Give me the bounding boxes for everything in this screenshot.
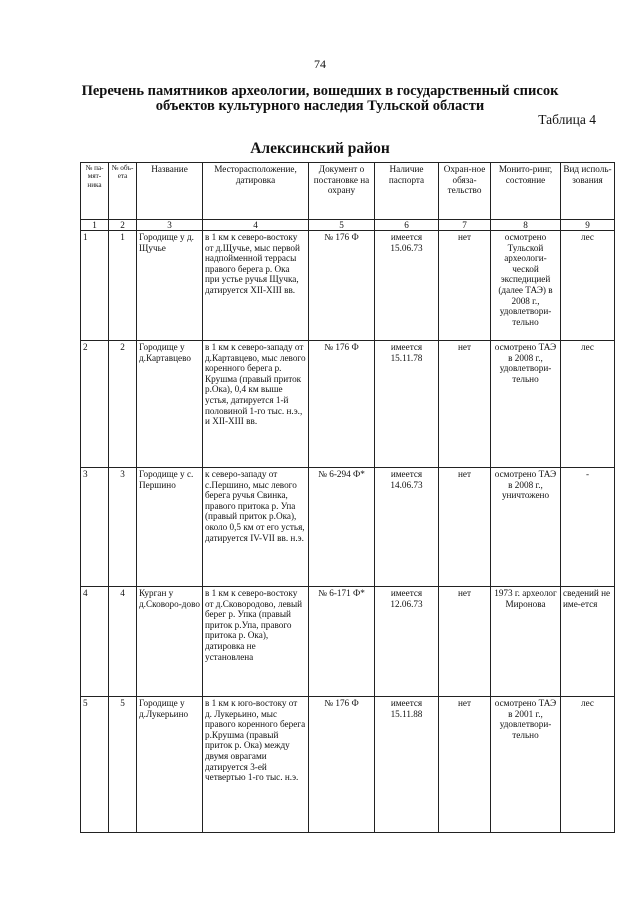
district-heading: Алексинский район bbox=[250, 140, 390, 157]
column-number: 1 bbox=[81, 220, 109, 231]
protection-document: № 6-171 Ф* bbox=[309, 587, 375, 697]
passport-status: имеется 15.11.88 bbox=[375, 697, 439, 833]
monument-name: Городище у д.Картавцево bbox=[137, 341, 203, 468]
column-number: 2 bbox=[109, 220, 137, 231]
monument-number: 3 bbox=[81, 468, 109, 587]
passport-status: имеется 12.06.73 bbox=[375, 587, 439, 697]
object-number: 2 bbox=[109, 341, 137, 468]
monument-name: Городище у с. Першино bbox=[137, 468, 203, 587]
protection-obligation: нет bbox=[439, 341, 491, 468]
protection-document: № 6-294 Ф* bbox=[309, 468, 375, 587]
title-line-2: объектов культурного наследия Тульской области bbox=[155, 98, 485, 114]
protection-document: № 176 Ф bbox=[309, 697, 375, 833]
table-row bbox=[81, 231, 615, 341]
header-object-no: № объ-ета bbox=[109, 163, 137, 220]
header-name: Название bbox=[137, 163, 203, 220]
column-number: 8 bbox=[491, 220, 561, 231]
protection-document: № 176 Ф bbox=[309, 341, 375, 468]
monument-location: к северо-западу от с.Першино, мыс левого берега ручья Свинка, правого притока р. Упа (правый приток р.Ока), около 0,5 км от его устья, датируется IV-VII вв. н.э. bbox=[203, 468, 309, 587]
table-row bbox=[81, 341, 615, 468]
document-title bbox=[40, 84, 600, 114]
object-number: 5 bbox=[109, 697, 137, 833]
monument-location: в 1 км к северо-западу от д.Картавцево, мыс левого коренного берега р. Крушма (правый приток р.Ока), 0,4 км выше устья, датируется 1-й половиной 1-го тыс. н.э., и XII-XIII вв. bbox=[203, 341, 309, 468]
passport-status: имеется 15.11.78 bbox=[375, 341, 439, 468]
column-number: 5 bbox=[309, 220, 375, 231]
column-number: 6 bbox=[375, 220, 439, 231]
monument-number: 4 bbox=[81, 587, 109, 697]
monitoring-status: осмотрено Тульской археологи-ческой экспедицией (далее ТАЭ) в 2008 г., удовлетвори-тельно bbox=[491, 231, 561, 341]
monument-location: в 1 км к северо-востоку от д.Сковородово, левый берег р. Упка (правый приток р.Упа, правого притока р. Ока), датировка не установлена bbox=[203, 587, 309, 697]
monument-name: Городище у д. Щучье bbox=[137, 231, 203, 341]
table-header-row bbox=[81, 163, 615, 220]
monitoring-status: 1973 г. археолог Миронова bbox=[491, 587, 561, 697]
monument-location: в 1 км к юго-востоку от д. Лукерьино, мыс правого коренного берега р.Крушма (правый приток р. Ока) между двумя оврагами датируется 3-ей четвертью 1-го тыс. н.э. bbox=[203, 697, 309, 833]
monitoring-status: осмотрено ТАЭ в 2001 г., удовлетвори-тельно bbox=[491, 697, 561, 833]
monument-number: 5 bbox=[81, 697, 109, 833]
column-number: 7 bbox=[439, 220, 491, 231]
usage-type: лес bbox=[561, 231, 615, 341]
monitoring-status: осмотрено ТАЭ в 2008 г., уничтожено bbox=[491, 468, 561, 587]
header-monument-no: № па-мят-ника bbox=[81, 163, 109, 220]
protection-obligation: нет bbox=[439, 468, 491, 587]
header-usage: Вид исполь-зования bbox=[561, 163, 615, 220]
usage-type: лес bbox=[561, 697, 615, 833]
column-number: 4 bbox=[203, 220, 309, 231]
monument-location: в 1 км к северо-востоку от д.Щучье, мыс первой надпойменной террасы правого берега р. Ока при устье ручья Щучка, датируется XII-XIII вв. bbox=[203, 231, 309, 341]
title-line-1: Перечень памятников археологии, вошедших в государственный список bbox=[81, 83, 559, 99]
table-label: Таблица 4 bbox=[538, 112, 596, 127]
header-document: Документ о постановке на охрану bbox=[309, 163, 375, 220]
object-number: 4 bbox=[109, 587, 137, 697]
protection-obligation: нет bbox=[439, 231, 491, 341]
monument-name: Курган у д.Сковоро-дово bbox=[137, 587, 203, 697]
protection-obligation: нет bbox=[439, 587, 491, 697]
table-row bbox=[81, 468, 615, 587]
protection-document: № 176 Ф bbox=[309, 231, 375, 341]
monitoring-status: осмотрено ТАЭ в 2008 г., удовлетвори-тельно bbox=[491, 341, 561, 468]
header-monitoring: Монито-ринг, состояние bbox=[491, 163, 561, 220]
column-number: 3 bbox=[137, 220, 203, 231]
table-row bbox=[81, 697, 615, 833]
object-number: 1 bbox=[109, 231, 137, 341]
page-number: 74 bbox=[314, 57, 326, 71]
header-location: Месторасположение, датировка bbox=[203, 163, 309, 220]
usage-type: сведений не име-ется bbox=[561, 587, 615, 697]
header-obligation: Охран-ное обяза-тельство bbox=[439, 163, 491, 220]
usage-type: - bbox=[561, 468, 615, 587]
monument-name: Городище у д.Лукерьино bbox=[137, 697, 203, 833]
header-passport: Наличие паспорта bbox=[375, 163, 439, 220]
column-number: 9 bbox=[561, 220, 615, 231]
monument-number: 1 bbox=[81, 231, 109, 341]
column-numbers-row bbox=[81, 220, 615, 231]
monuments-table bbox=[80, 162, 615, 833]
passport-status: имеется 15.06.73 bbox=[375, 231, 439, 341]
object-number: 3 bbox=[109, 468, 137, 587]
monument-number: 2 bbox=[81, 341, 109, 468]
table-row bbox=[81, 587, 615, 697]
passport-status: имеется 14.06.73 bbox=[375, 468, 439, 587]
protection-obligation: нет bbox=[439, 697, 491, 833]
usage-type: лес bbox=[561, 341, 615, 468]
